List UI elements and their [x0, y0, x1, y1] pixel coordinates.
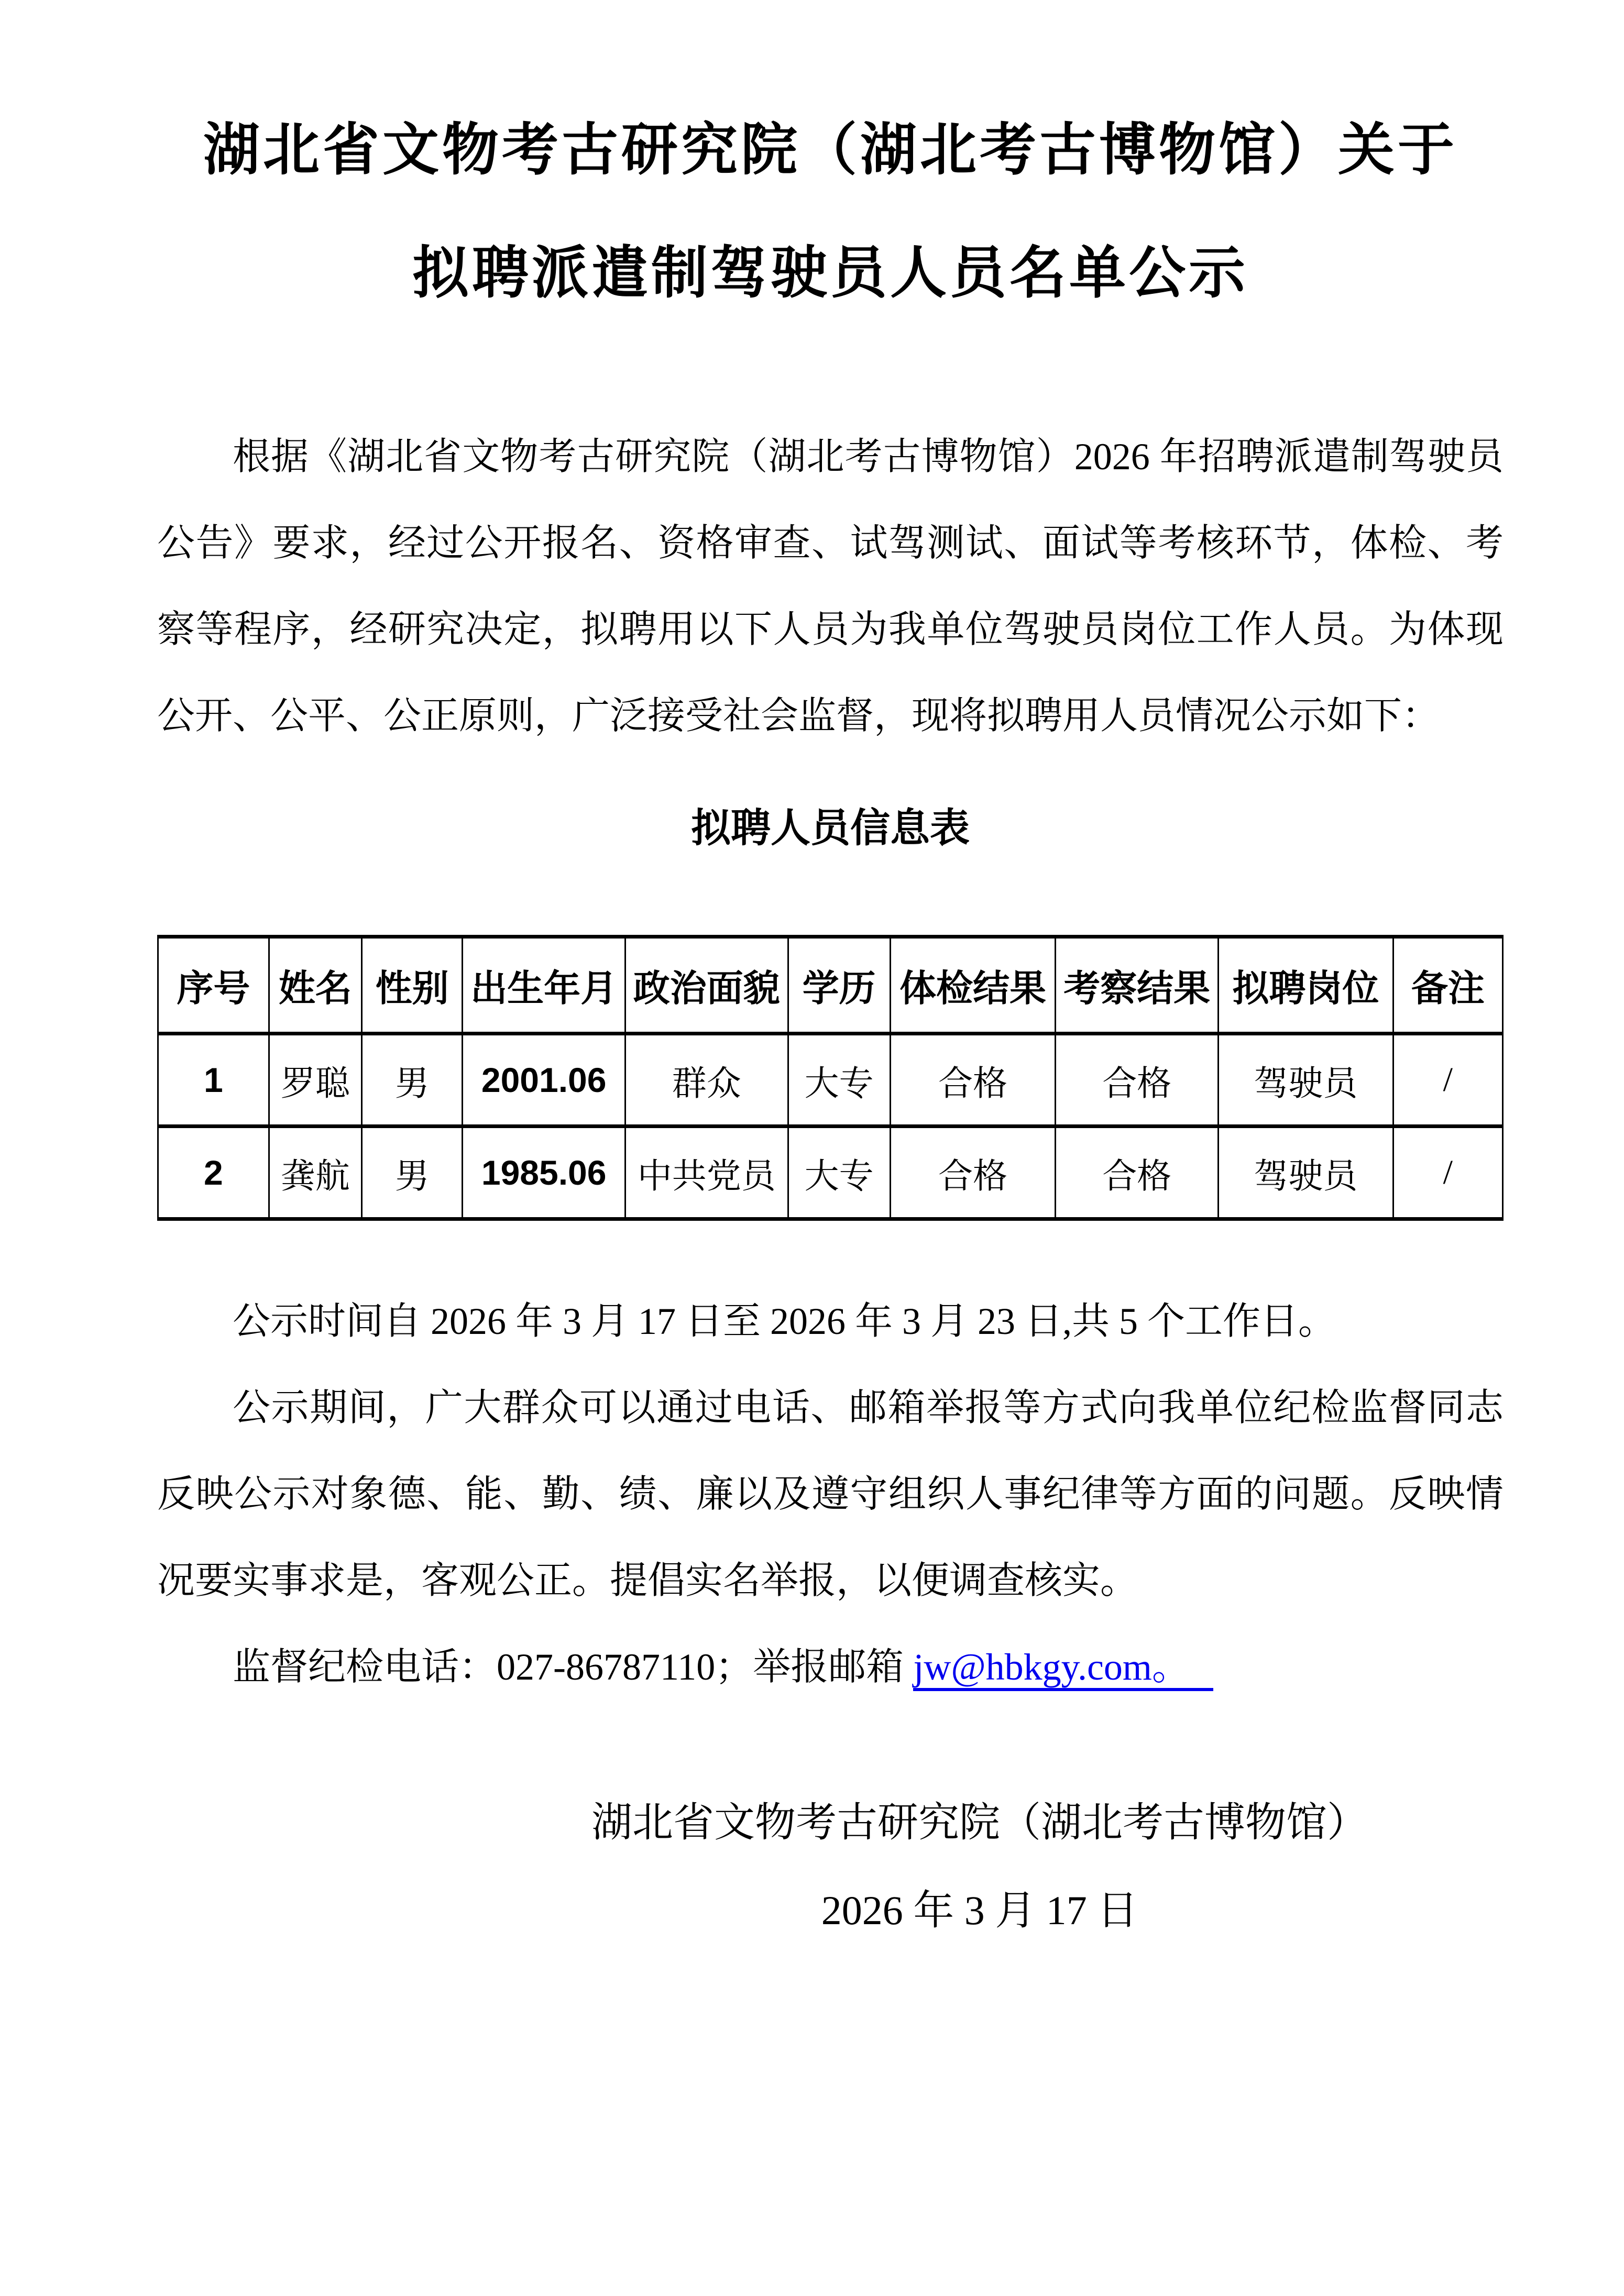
table-row — [158, 1034, 1503, 1127]
table-row — [158, 1127, 1503, 1219]
title-line-2: 拟聘派遣制驾驶员人员名单公示 — [412, 242, 1248, 305]
header-remarks: 备注 — [1393, 937, 1502, 1034]
cell-remarks: / — [1393, 1127, 1502, 1219]
cell-medical-result: 合格 — [890, 1127, 1056, 1219]
header-proposed-position: 拟聘岗位 — [1218, 937, 1393, 1034]
cell-gender: 男 — [361, 1034, 463, 1127]
cell-birth-date: 2001.06 — [463, 1034, 626, 1127]
cell-education: 大专 — [788, 1034, 890, 1127]
header-inspection-result: 考察结果 — [1056, 937, 1219, 1034]
header-education: 学历 — [788, 937, 890, 1034]
header-gender: 性别 — [361, 937, 463, 1034]
cell-name: 龚航 — [269, 1127, 361, 1219]
header-name: 姓名 — [269, 937, 361, 1034]
cell-proposed-position: 驾驶员 — [1218, 1127, 1393, 1219]
cell-remarks: / — [1393, 1034, 1502, 1127]
intro-paragraph: 根据《湖北省文物考古研究院（湖北考古博物馆）2026 年招聘派遣制驾驶员公告》要求，经过公开报名、资格审查、试驾测试、面试等考核环节，体检、考察等程序，经研究决定，拟聘用以下人员为我单位驾驶员岗位工作人员。为体现公开、公平、公正原则，广泛接受社会监督，现将拟聘用人员情况公示如下： — [157, 436, 1504, 737]
cell-serial: 1 — [158, 1034, 269, 1127]
title-line-1: 湖北省文物考古研究院（湖北考古博物馆）关于 — [203, 119, 1457, 182]
cell-birth-date: 1985.06 — [463, 1127, 626, 1219]
publicity-period-paragraph: 公示时间自 2026 年 3 月 17 日至 2026 年 3 月 23 日,共 5 个工作日。 — [233, 1300, 1336, 1342]
cell-political-status: 中共党员 — [625, 1127, 788, 1219]
report-channel-paragraph: 公示期间，广大群众可以通过电话、邮箱举报等方式向我单位纪检监督同志反映公示对象德、能、勤、绩、廉以及遵守组织人事纪律等方面的问题。反映情况要实事求是，客观公正。提倡实名举报，以便调查核实。 — [157, 1387, 1504, 1602]
contact-line — [157, 1624, 1504, 1710]
signature-date: 2026 年 3 月 17 日 — [821, 1887, 1138, 1933]
table-title: 拟聘人员信息表 — [691, 807, 970, 851]
header-birth-date: 出生年月 — [463, 937, 626, 1034]
cell-inspection-result: 合格 — [1056, 1127, 1219, 1219]
header-serial: 序号 — [158, 937, 269, 1034]
header-political-status: 政治面貌 — [625, 937, 788, 1034]
contact-prefix: 监督纪检电话：027-86787110；举报邮箱 — [233, 1646, 914, 1688]
cell-serial: 2 — [158, 1127, 269, 1219]
cell-education: 大专 — [788, 1127, 890, 1219]
report-email-link[interactable]: jw@hbkgy.com — [913, 1646, 1152, 1688]
candidate-info-table — [157, 935, 1504, 1221]
cell-gender: 男 — [361, 1127, 463, 1219]
document-title — [157, 89, 1504, 335]
signature-org: 湖北省文物考古研究院（湖北考古博物馆） — [591, 1800, 1368, 1845]
cell-medical-result: 合格 — [890, 1034, 1056, 1127]
cell-political-status: 群众 — [625, 1034, 788, 1127]
cell-name: 罗聪 — [269, 1034, 361, 1127]
signature-block — [561, 1779, 1399, 1955]
report-email-wrap — [913, 1646, 1213, 1691]
table-header-row — [158, 937, 1503, 1034]
cell-proposed-position: 驾驶员 — [1218, 1034, 1393, 1127]
contact-suffix: 。 — [1151, 1646, 1190, 1688]
header-medical-result: 体检结果 — [890, 937, 1056, 1034]
cell-inspection-result: 合格 — [1056, 1034, 1219, 1127]
